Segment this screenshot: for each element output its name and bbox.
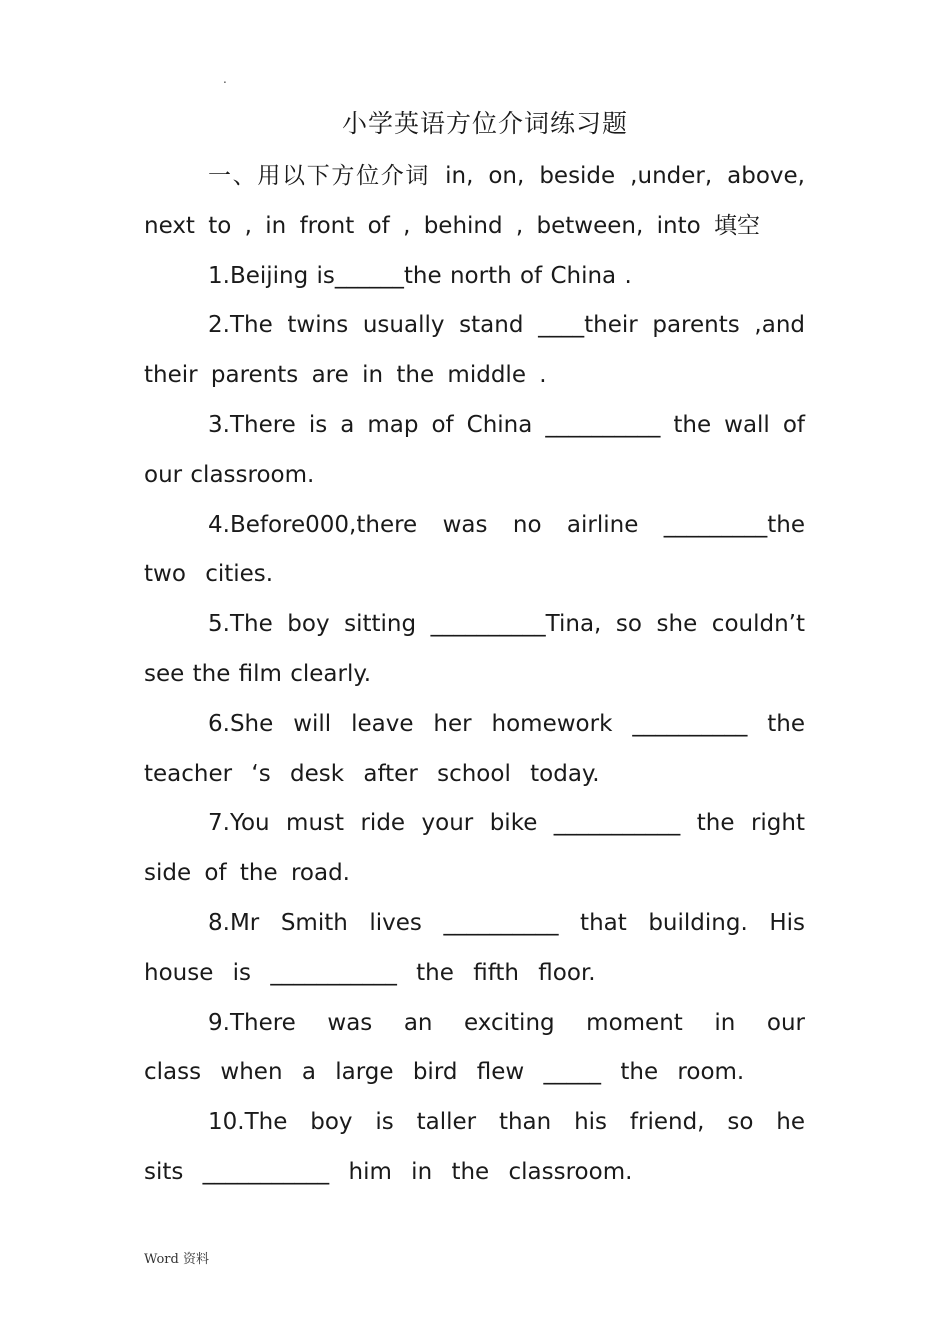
page-footer: Word 资料 [144,1252,209,1267]
question-9: 9.There was an exciting moment in our class when a large bird flew _____ the room. [144,1009,805,1086]
question-6: 6.She will leave her homework __________ the teacher ‘s desk after school today. [144,710,805,787]
question-8: 8.Mr Smith lives __________ that building. His house is ___________ the fifth floor. [144,909,805,986]
question-1: 1.Beijing is______the north of China . [208,262,632,289]
question-5: 5.The boy sitting __________Tina, so she couldn’t see the film clearly. [144,611,805,687]
instructions: 一、用以下方位介词 in, on, beside ,under, above, next to , in front of , behind , between, into 填空 [144,163,805,239]
exercise-body [144,152,805,1198]
question-10: 10.The boy is taller than his friend, so he sits ___________ him in the classroom. [144,1109,805,1185]
question-3: 3.There is a map of China __________ the wall of our classroom. [144,411,805,488]
page-dot-mark: . [223,72,227,86]
question-2: 2.The twins usually stand ____their parents ,and their parents are in the middle . [144,312,805,389]
question-4: 4.Before000,there was no airline _________the two cities. [144,511,805,588]
page-title: 小学英语方位介词练习题 [341,109,628,138]
question-7: 7.You must ride your bike ___________ the right side of the road. [144,810,805,887]
